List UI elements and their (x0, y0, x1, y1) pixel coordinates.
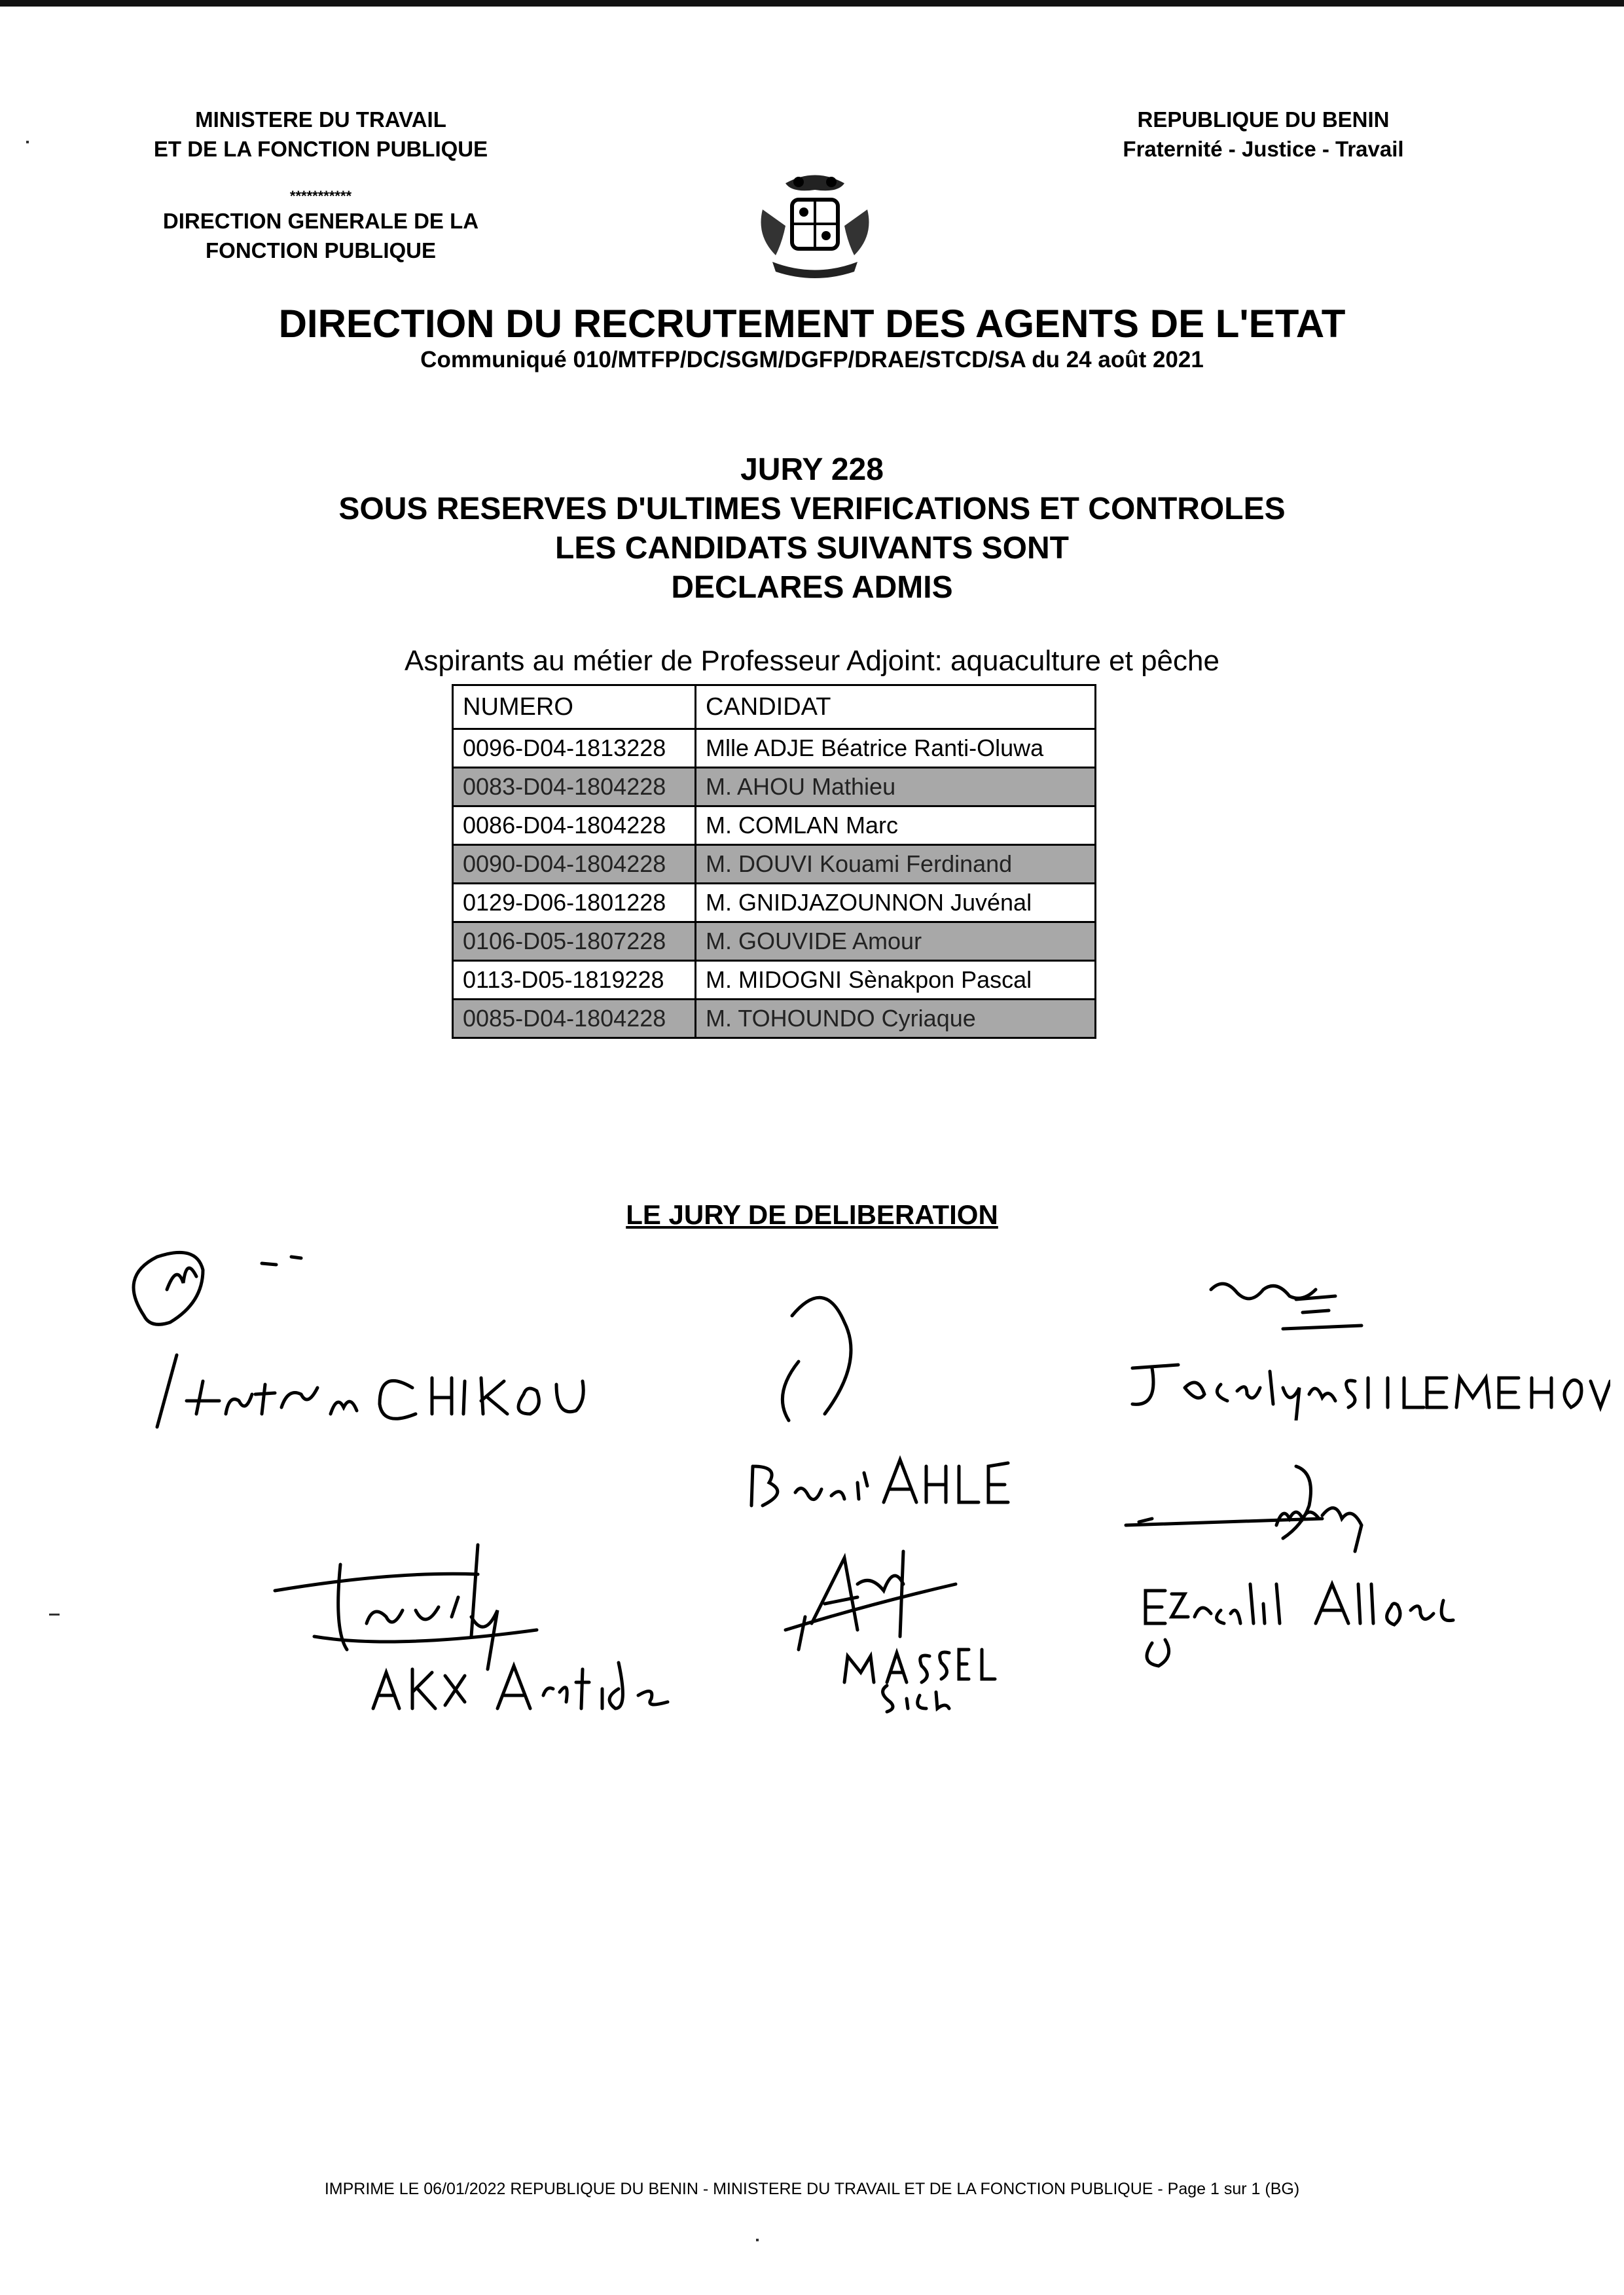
candidate-number: 0096-D04-1813228 (453, 729, 696, 768)
table-row (453, 922, 1096, 961)
republic-header (1074, 105, 1453, 164)
ministry-line-1: MINISTERE DU TRAVAIL (195, 107, 446, 132)
candidate-number: 0113-D05-1819228 (453, 961, 696, 1000)
signature-allolea (1113, 1453, 1558, 1669)
table-row (453, 729, 1096, 768)
aspirants-heading: Aspirants au métier de Professeur Adjoint: aquaculture et pêche (405, 645, 1219, 677)
announcement-block (0, 450, 1624, 607)
scan-speck (756, 2239, 759, 2241)
candidate-name: M. COMLAN Marc (696, 806, 1096, 845)
table-row (453, 845, 1096, 884)
candidate-number: 0129-D06-1801228 (453, 884, 696, 922)
ministry-header (124, 105, 517, 265)
announcement-line-2: LES CANDIDATS SUIVANTS SONT (555, 531, 1069, 566)
announcement-line-3: DECLARES ADMIS (671, 570, 953, 605)
scan-speck (49, 1614, 60, 1616)
direction-line-1: DIRECTION GENERALE DE LA (162, 209, 479, 233)
signature-chikou (105, 1218, 641, 1440)
candidate-number: 0085-D04-1804228 (453, 1000, 696, 1038)
republic-name: REPUBLIQUE DU BENIN (1137, 107, 1390, 132)
ministry-line-2: ET DE LA FONCTION PUBLIQUE (153, 137, 488, 161)
jury-number: JURY 228 (740, 452, 884, 487)
republic-motto: Fraternité - Justice - Travail (1123, 137, 1404, 161)
table-row (453, 768, 1096, 806)
candidate-number: 0086-D04-1804228 (453, 806, 696, 845)
signature-massel (772, 1545, 1047, 1715)
table-row (453, 961, 1096, 1000)
communique-reference: Communiqué 010/MTFP/DC/SGM/DGFP/DRAE/STCD/SA du 24 août 2021 (420, 347, 1204, 372)
candidate-name: M. MIDOGNI Sènakpon Pascal (696, 961, 1096, 1000)
table-row (453, 1000, 1096, 1038)
column-header-numero: NUMERO (453, 685, 696, 729)
table-row (453, 884, 1096, 922)
table-header-row (453, 685, 1096, 729)
signature-ahle (733, 1263, 1034, 1512)
candidate-name: Mlle ADJE Béatrice Ranti-Oluwa (696, 729, 1096, 768)
table-row (453, 806, 1096, 845)
candidate-name: M. TOHOUNDO Cyriaque (696, 1000, 1096, 1038)
candidate-number: 0090-D04-1804228 (453, 845, 696, 884)
candidate-name: M. AHOU Mathieu (696, 768, 1096, 806)
column-header-candidat: CANDIDAT (696, 685, 1096, 729)
direction-line-2: FONCTION PUBLIQUE (206, 238, 436, 262)
announcement-line-1: SOUS RESERVES D'ULTIMES VERIFICATIONS ET CONTROLES (338, 492, 1286, 526)
candidate-name: M. GOUVIDE Amour (696, 922, 1096, 961)
candidate-name: M. DOUVI Kouami Ferdinand (696, 845, 1096, 884)
candidate-number: 0106-D05-1807228 (453, 922, 696, 961)
signature-aka (262, 1532, 707, 1728)
candidate-number: 0083-D04-1804228 (453, 768, 696, 806)
candidates-table (452, 684, 1096, 1039)
stars-separator: *********** (289, 188, 352, 204)
scan-speck (26, 141, 29, 143)
signature-silemehou (1113, 1263, 1610, 1420)
page-title: DIRECTION DU RECRUTEMENT DES AGENTS DE L'ETAT (278, 302, 1346, 346)
print-footer: IMPRIME LE 06/01/2022 REPUBLIQUE DU BENIN - MINISTERE DU TRAVAIL ET DE LA FONCTION PUBLIQUE - Page 1 sur 1 (BG) (324, 2180, 1300, 2198)
top-border-line (0, 0, 1624, 7)
jury-title-text: LE JURY DE DELIBERATION (626, 1199, 998, 1230)
candidate-name: M. GNIDJAZOUNNON Juvénal (696, 884, 1096, 922)
coat-of-arms-emblem (746, 164, 884, 281)
